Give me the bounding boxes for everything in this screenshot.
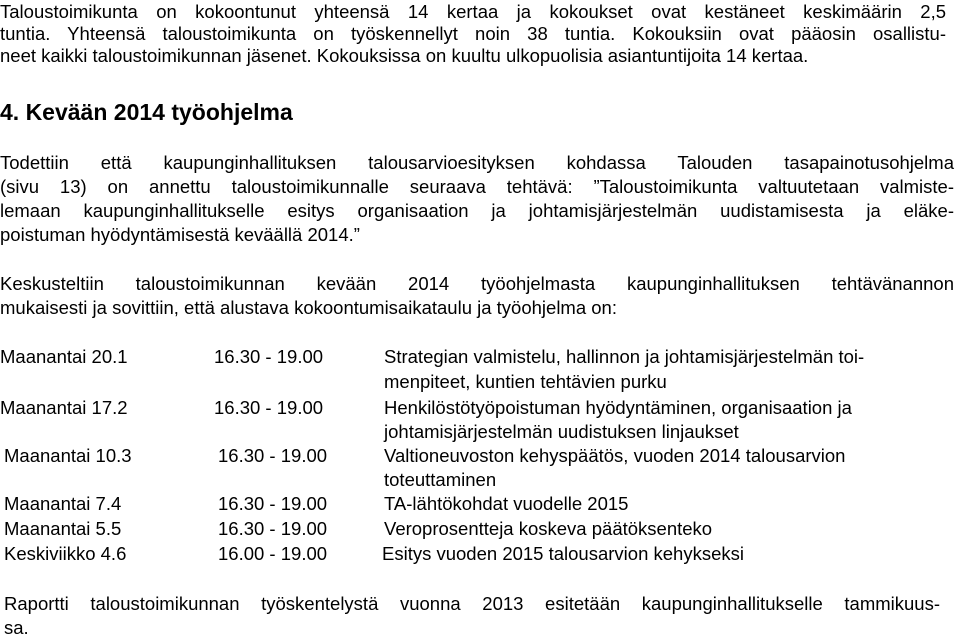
intro-line-2: tuntia. Yhteensä taloustoimikunta on työskennellyt noin 38 tuntia. Kokouksiin ovat pääosin osallistu- [0, 23, 946, 44]
schedule-topic: Esitys vuoden 2015 talousarvion kehykseksi [382, 543, 744, 564]
section-heading: 4. Kevään 2014 työohjelma [0, 99, 293, 125]
paragraph1-line-4: poistuman hyödyntämisestä keväällä 2014.” [0, 224, 360, 245]
schedule-topic: TA-lähtökohdat vuodelle 2015 [384, 493, 629, 514]
schedule-topic-continued: menpiteet, kuntien tehtävien purku [384, 371, 667, 392]
schedule-day: Maanantai 20.1 [0, 346, 128, 367]
paragraph2-line-2: mukaisesti ja sovittiin, että alustava kokoontumisaikataulu ja työohjelma on: [0, 297, 617, 318]
schedule-day: Keskiviikko 4.6 [4, 543, 127, 564]
intro-line-1: Taloustoimikunta on kokoontunut yhteensä 14 kertaa ja kokoukset ovat kestäneet keskimäärin 2,5 [0, 1, 946, 22]
schedule-time: 16.30 - 19.00 [218, 493, 328, 514]
schedule-time: 16.00 - 19.00 [218, 543, 328, 564]
schedule-time: 16.30 - 19.00 [214, 346, 324, 367]
schedule-time: 16.30 - 19.00 [214, 397, 324, 418]
intro-line-3: neet kaikki taloustoimikunnan jäsenet. Kokouksissa on kuultu ulkopuolisia asiantuntijoita 14 kertaa. [0, 45, 809, 66]
paragraph1-line-3: lemaan kaupunginhallitukselle esitys organisaation ja johtamisjärjestelmän uudistamisesta ja eläke- [0, 200, 954, 221]
closing-line-2: sa. [4, 617, 29, 638]
schedule-day: Maanantai 5.5 [4, 518, 122, 539]
schedule-topic: Veroprosentteja koskeva päätöksenteko [384, 518, 713, 539]
schedule-topic: Henkilöstötyöpoistuman hyödyntäminen, organisaation ja [384, 397, 852, 418]
closing-line-1: Raportti taloustoimikunnan työskentelystä vuonna 2013 esitetään kaupunginhallitukselle tammikuus- [4, 593, 940, 614]
schedule-topic-continued: toteuttaminen [384, 469, 497, 490]
schedule-topic: Valtioneuvoston kehyspäätös, vuoden 2014 talousarvion [384, 445, 846, 466]
schedule-topic-continued: johtamisjärjestelmän uudistuksen linjaukset [384, 421, 739, 442]
paragraph1-line-1: Todettiin että kaupunginhallituksen talousarvioesityksen kohdassa Talouden tasapainotusohjelma [0, 152, 954, 173]
paragraph2-line-1: Keskusteltiin taloustoimikunnan kevään 2014 työohjelmasta kaupunginhallituksen tehtävänannon [0, 273, 954, 294]
paragraph1-line-2: (sivu 13) on annettu taloustoimikunnalle seuraava tehtävä: ”Taloustoimikunta valtuutetaan valmiste- [0, 176, 954, 197]
schedule-time: 16.30 - 19.00 [218, 445, 328, 466]
schedule-day: Maanantai 17.2 [0, 397, 128, 418]
schedule-topic: Strategian valmistelu, hallinnon ja johtamisjärjestelmän toi- [384, 346, 865, 367]
schedule-time: 16.30 - 19.00 [218, 518, 328, 539]
schedule-day: Maanantai 7.4 [4, 493, 122, 514]
schedule-day: Maanantai 10.3 [4, 445, 132, 466]
